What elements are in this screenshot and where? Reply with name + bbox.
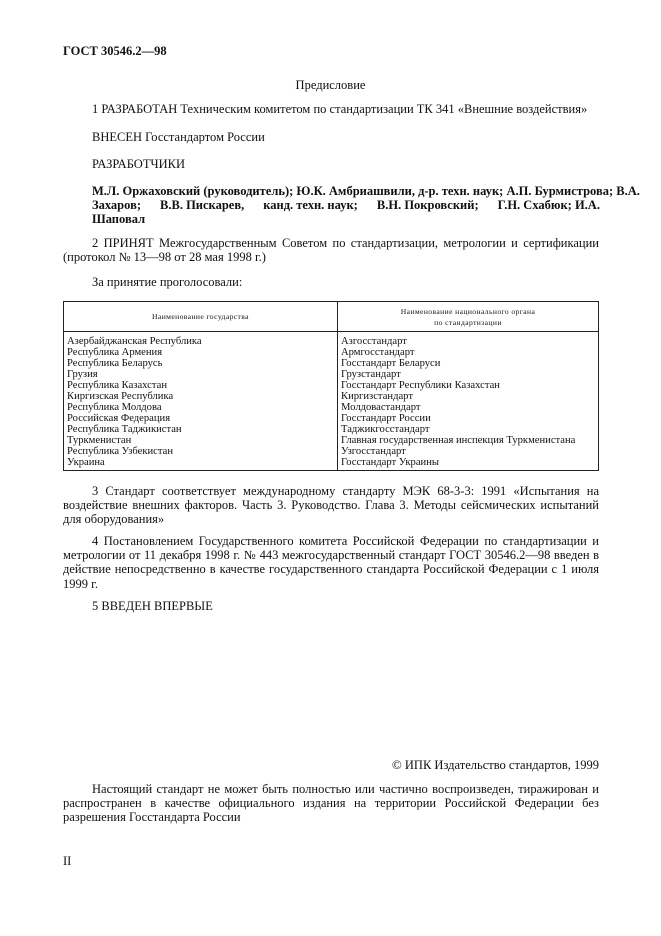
page-title: Предисловие	[295, 78, 366, 92]
developer-name: В.Н. Покровский;	[376, 198, 479, 213]
developers-heading: РАЗРАБОТЧИКИ	[92, 157, 185, 171]
developer-name: Г.Н. Схабюк; И.А.	[497, 198, 600, 213]
agencies-column	[338, 332, 599, 471]
first-time-paragraph: 5 ВВЕДЕН ВПЕРВЫЕ	[92, 599, 213, 613]
copyright-text: ИПК Издательство стандартов, 1999	[404, 758, 599, 772]
standard-code-header: ГОСТ 30546.2—98	[63, 44, 167, 58]
column-header-state: Наименование государства	[64, 302, 338, 332]
states-column	[64, 332, 338, 471]
agency-name: Таджикгосстандарт	[341, 424, 430, 435]
page-number: II	[63, 854, 72, 868]
state-name: Республика Беларусь	[67, 358, 163, 369]
developed-by-paragraph: 1 РАЗРАБОТАН Техническим комитетом по стандартизации ТК 341 «Внешние воздействия»	[92, 102, 588, 116]
developer-name: В.В. Пискарев,	[160, 198, 245, 213]
voted-paragraph: За принятие проголосовали:	[92, 275, 243, 289]
agency-name: Госстандарт России	[341, 413, 431, 424]
compliance-paragraph: 3 Стандарт соответствует международному стандарту МЭК 68-3-3: 1991 «Испытания на воздействие внешних факторов. Часть 3. Руководство. Глава 3. Методы сейсмических испытаний для оборудования»	[63, 484, 599, 527]
column-header-agency-line-2: по стандартизации	[434, 317, 502, 327]
agency-name: Узгосстандарт	[341, 446, 406, 457]
agency-name: Госстандарт Украины	[341, 457, 439, 468]
agency-name: Киргизстандарт	[341, 391, 413, 402]
introduced-by-paragraph: ВНЕСЕН Госстандартом России	[92, 130, 265, 144]
copyright-symbol: ©	[391, 757, 402, 772]
developer-name: Захаров;	[92, 198, 141, 213]
decree-paragraph: 4 Постановлением Государственного комитета Российской Федерации по стандартизации и метрологии от 11 декабря 1998 г. № 443 межгосударственный стандарт ГОСТ 30546.2—98 введен в действие непосредственно в качестве государственного стандарта Российской Федерации с 1 июля 1999 г.	[63, 534, 599, 591]
reproduction-notice: Настоящий стандарт не может быть полностью или частично воспроизведен, тиражирован и распространен в качестве официального издания на территории Российской Федерации без разрешения Госстандарта России	[63, 782, 599, 825]
agency-name: Армгосстандарт	[341, 347, 415, 358]
developers-line-2	[63, 198, 600, 212]
state-name: Грузия	[67, 369, 98, 380]
table-header-row	[64, 302, 599, 332]
table-body-row	[64, 332, 599, 471]
developer-degree: канд. техн. наук;	[263, 198, 358, 213]
state-name: Киргизская Республика	[67, 391, 174, 402]
developers-list	[63, 184, 640, 227]
developers-line-1: М.Л. Оржаховский (руководитель); Ю.К. Амбриашвили, д-р. техн. наук; А.П. Бурмистрова; В.А.	[92, 184, 640, 198]
column-header-agency-line-1: Наименование национального органа	[400, 306, 536, 316]
state-name: Республика Узбекистан	[67, 446, 174, 457]
agency-name: Главная государственная инспекция Туркменистана	[341, 435, 576, 446]
developers-line-3: Шаповал	[92, 212, 146, 227]
agency-name: Госстандарт Беларуси	[341, 358, 441, 369]
agency-name: Молдовастандарт	[341, 402, 421, 413]
state-name: Республика Молдова	[67, 402, 162, 413]
state-name: Российская Федерация	[67, 413, 171, 424]
state-name: Туркменистан	[67, 435, 132, 446]
agency-name: Азгосстандарт	[341, 336, 407, 347]
voting-states-table	[63, 301, 599, 471]
state-name: Украина	[67, 457, 105, 468]
state-name: Республика Таджикистан	[67, 424, 182, 435]
state-name: Республика Казахстан	[67, 380, 168, 391]
state-name: Азербайджанская Республика	[67, 336, 202, 347]
state-name: Республика Армения	[67, 347, 163, 358]
agency-name: Госстандарт Республики Казахстан	[341, 380, 500, 391]
copyright-line	[392, 757, 599, 773]
agency-name: Грузстандарт	[341, 369, 401, 380]
adopted-paragraph: 2 ПРИНЯТ Межгосударственным Советом по стандартизации, метрологии и сертификации (протокол № 13—98 от 28 мая 1998 г.)	[63, 236, 599, 265]
column-header-agency	[338, 302, 599, 332]
